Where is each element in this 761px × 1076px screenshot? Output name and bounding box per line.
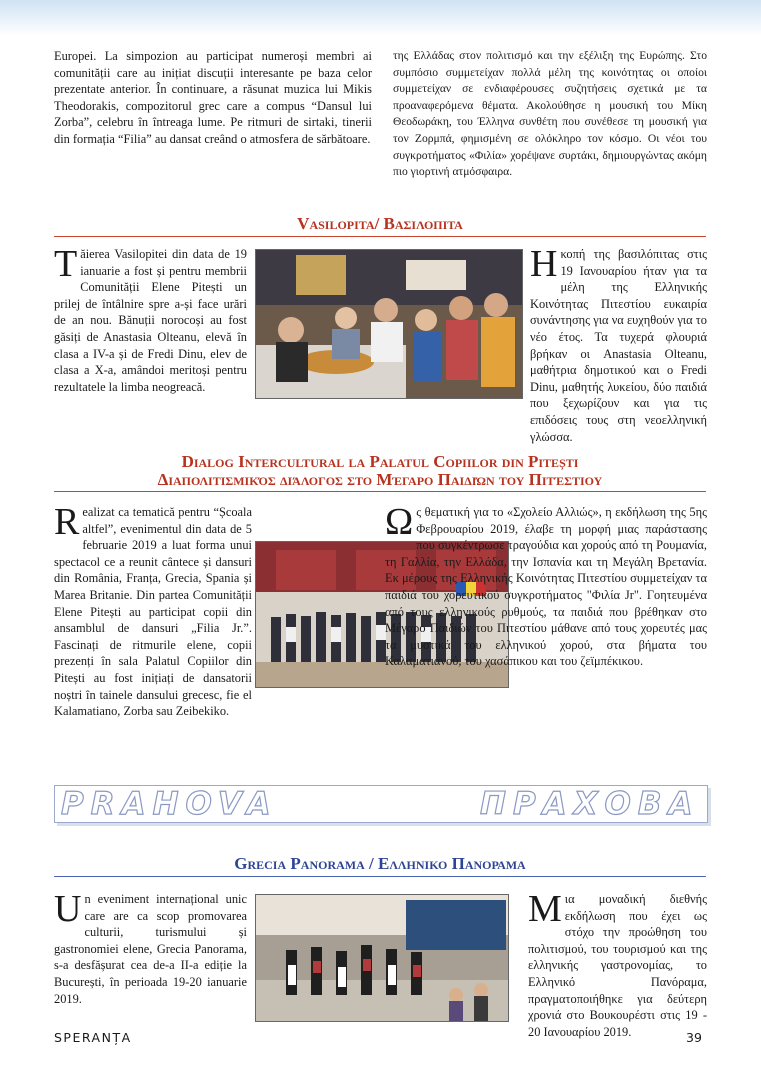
top-band <box>0 0 761 36</box>
dialog-body-el: ς θεματική για το «Σχολείο Αλλιώς», η εκδήλωση της 5ης Φεβρουαρίου 2019, έλαβε τη μορφή μιας παράστασης που συγκέντρωσε τραγούδια και χορούς από τη Ρουμανία, τη Γαλλία, την Ελλάδα, την Ισπανία και τη Μεγάλη Βρετανία. Εκ μέρους της Ελληνικής Κοινότητας Πιτεστίου συμμετείχαν τα παιδιά του χορευτικού συγκροτήματος "Φιλία Jr". Γοητευμένα από τους ελληνικούς ρυθμούς, τα παιδιά που βρέθηκαν στο Μέγαρο Παιδιών του Πιτεστίου μάθανε από τους χορευτές μας τα μυστικά του ελληνικού χορού, στα βήματα του Καλαματιανού, του χασάπικου και του ζεϊμπέκικου. <box>385 505 707 669</box>
vasilopita-title-rule <box>54 236 706 237</box>
drop-cap: T <box>54 243 78 285</box>
vasilopita-text-ro <box>54 243 247 395</box>
vasilopita-title: Vasilopita/ Βασιλοπιτα <box>297 214 463 233</box>
drop-cap: Μ <box>528 888 562 930</box>
drop-cap: Η <box>530 243 558 285</box>
panorama-text-el <box>528 888 707 1040</box>
vasilopita-body-ro: ăierea Vasilopitei din data de 19 ianuarie a fost și pentru membrii Comunității Elene Pitești un prilej de întâlnire spre a-și face urări de an nou. Bănuții norocoși au fost găsiți de Anastasia Olteanu, elevă în clasa a IV-a și de Fredi Dinu, elev de clasa a X-a, amândoi meritoși pentru rezultatele la limba neogreacă. <box>54 247 247 394</box>
dialog-text-ro <box>54 501 252 720</box>
dialog-title-rule <box>54 491 706 492</box>
vasilopita-photo <box>255 249 523 399</box>
dialog-title-ro: Dialog Intercultural la Palatul Copiilor din Pitești <box>181 452 579 471</box>
dialog-text-el <box>385 501 707 670</box>
prahova-label-ro: PRAHOVA <box>61 786 278 822</box>
panorama-text-ro <box>54 888 247 1007</box>
continuation-text-el: της Ελλάδας στον πολιτισμό και την εξέλιξη της Ευρώπης. Στο συμπόσιο συμμετείχαν πολλά μέλη της κοινότητας οι οποίοι συμμετείχαν σε ενδιαφέρουσες συζητήσεις σχετικά με τα προαναφερόμενα θέματα. Ακολούθησε η μουσική του Μίκη Θεοδωράκη, του Έλληνα συνθέτη που συνέθεσε τη μουσική για τον Ζορμπά, φημισμένη σε ολόκληρο τον κόσμο. Οι νέοι του συγκροτήματος «Φιλία» χορέψανε συρτάκι, δημιουργώντας ακόμη πιο γιορτινή ατμόσφαιρα. <box>393 49 707 179</box>
panorama-photo <box>255 894 509 1022</box>
magazine-name: SPERANȚA <box>54 1030 132 1045</box>
drop-cap: R <box>54 501 80 543</box>
panorama-body-ro: n eveniment internațional unic care are ca scop promovarea culturii, turismului și gastronomiei elene, Grecia Panorama, s-a desfășurat cea de-a II-a ediție la București, în perioada 19-20 ianuarie 2019. <box>54 892 247 1006</box>
vasilopita-text-el <box>530 243 707 445</box>
continuation-text-ro: Europei. La simpozion au participat numeroși membri ai comunității care au inițiat discuții interesante pe baza celor prezentate anterior. În continuare, a răsunat muzica lui Mikis Theodorakis, compozitorul grec care a compus “Dansul lui Zorba”, celebru în întreaga lume. Pe ritmuri de sirtaki, tinerii din formația “Filia” au dansat creând o atmosfera de sărbătoare. <box>54 49 372 146</box>
panorama-title-rule <box>54 876 706 877</box>
dialog-title-el: Διαπολιτισμικός διάλογος στο Μέγαρο Παιδιών του Πιτέστιου <box>157 470 603 489</box>
page-number: 39 <box>686 1030 702 1045</box>
vasilopita-body-el: κοπή της βασιλόπιτας στις 19 Ιανουαρίου ήταν για τα μέλη της Ελληνικής Κοινότητας Πιτεστίου ευκαιρία συνάντησης για να ευχηθούν για το νέο έτος. Τα τυχερά φλουριά βρήκαν οι Anastasia Olteanu, μαθήτρια δημοτικού και ο Fredi Dinu, μαθητής λυκείου, δύο παιδιά που ξεχωρίζουν και για τις επιδόσεις τους στη νεοελληνική γλώσσα. <box>530 247 707 444</box>
prahova-banner <box>54 785 708 823</box>
drop-cap: U <box>54 888 82 930</box>
dialog-body-ro: ealizat ca tematică pentru “Școala altfel”, evenimentul din data de 5 februarie 2019 a luat forma unui spectacol ce a reunit cântece și dansuri din România, Franța, Grecia, Spania și Marea Britanie. Din partea Comunității Elene Pitești au participat copii din ansamblul de dansuri „Filia Jr.”. Fascinați de ritmurile elene, copii prezenți în sala Palatul Copiilor din Pitești au fost inițiați de dansatorii noștri în tainele dansului grecesc, fie el Kalamatiano, Zorba sau Zeibekiko. <box>54 505 252 719</box>
drop-cap: Ω <box>385 501 414 543</box>
panorama-body-el: ια μοναδική διεθνής εκδήλωση που έχει ως στόχο την προώθηση του πολιτισμού, του τουρισμού και της ελληνικής γαστρονομίας, το Ελληνικό Πανόραμα, πραγματοποιήθηκε για δεύτερη χρονιά στο Βουκουρέστι στις 19 - 20 Ιανουαρίου 2019. <box>528 892 707 1039</box>
panorama-title: Grecia Panorama / Ελληνικο Πανοραμα <box>234 854 526 873</box>
prahova-label-el: ΠΡΑΧΟΒΑ <box>480 786 700 822</box>
